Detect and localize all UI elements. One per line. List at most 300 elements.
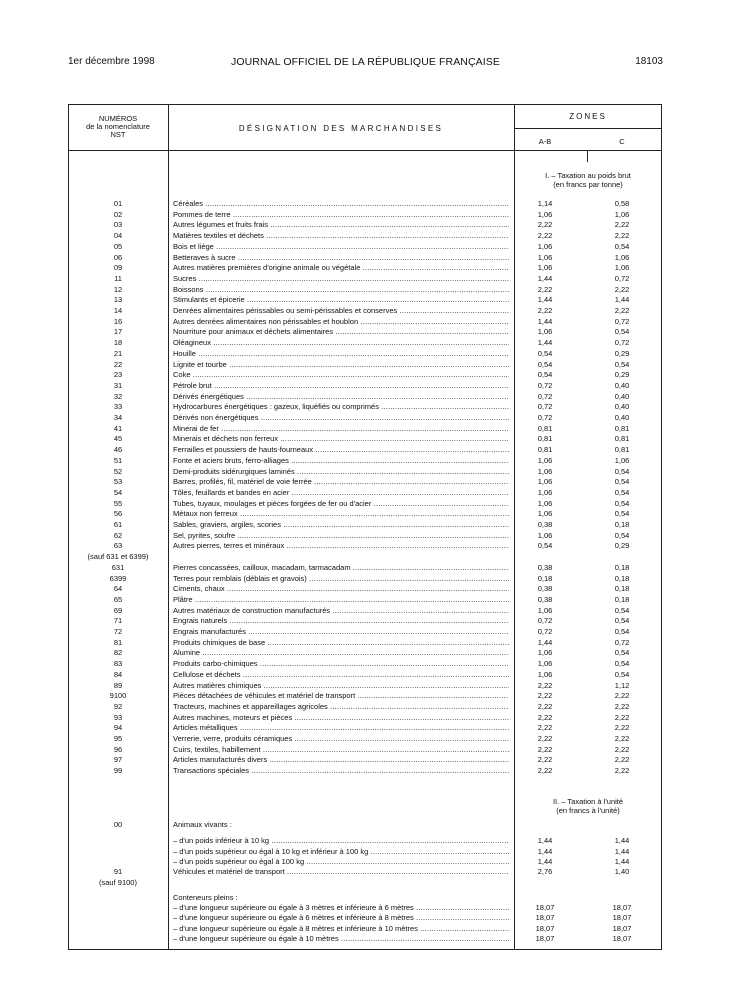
row-code: 14: [113, 306, 123, 315]
row-code: 82: [113, 648, 123, 658]
row-label: Véhicules et matériel de transport .....: [173, 866, 509, 877]
row-label: Minerais et déchets non ferreux .....: [173, 433, 509, 444]
zone-ab-header: A-B: [538, 137, 552, 146]
table-row: [0, 765, 731, 776]
row-label: Autres matériaux de construction manufacturés .....: [173, 605, 509, 616]
row-label: Engrais manufacturés .....: [173, 626, 509, 637]
row-label: Betteraves à sucre .....: [173, 252, 509, 263]
row-label: Cellulose et déchets .....: [173, 669, 509, 680]
row-label: Hydrocarbures énergétiques : gazeux, liquéfiés ou comprimés .....: [173, 401, 509, 412]
row-label: Dérivés non énergétiques .....: [173, 412, 509, 423]
row-value-c: 1,06: [614, 209, 630, 219]
row-code: 83: [113, 659, 123, 669]
row-code: 89: [113, 680, 123, 690]
row-value-ab: 1,06: [537, 455, 553, 465]
table-row: [0, 455, 731, 466]
row-code: 71: [113, 616, 123, 626]
row-label: Articles métalliques .....: [173, 722, 509, 733]
row-label: Tubes, tuyaux, moulages et pièces forgées de fer ou d'acier .....: [173, 498, 509, 509]
row-code: 63: [113, 541, 123, 551]
journal-title: JOURNAL OFFICIEL DE LA RÉPUBLIQUE FRANÇAISE: [231, 56, 500, 68]
page-number: 18103: [635, 56, 663, 67]
row-value-c: 18,07: [612, 923, 632, 933]
table-row: [0, 412, 731, 423]
row-value-ab: 1,44: [537, 273, 553, 283]
row-label: Engrais naturels .....: [173, 615, 509, 626]
row-value-ab: 2,76: [537, 867, 553, 877]
row-value-ab: 0,38: [537, 520, 553, 529]
row-code: 51: [113, 455, 123, 465]
row-value-c: 2,22: [614, 231, 630, 241]
table-row: [0, 551, 731, 562]
row-value-ab: 18,07: [535, 903, 555, 913]
row-value-ab: 1,06: [537, 241, 553, 251]
row-value-c: 2,22: [614, 691, 630, 701]
numeros-header: [68, 115, 168, 139]
row-label: Tôles, feuillards et bandes en acier .....: [173, 487, 509, 498]
row-value-c: 0,72: [614, 316, 630, 326]
row-label: Ciments, chaux .....: [173, 583, 509, 594]
table-row: [0, 722, 731, 733]
row-value-ab: 1,44: [537, 637, 553, 647]
row-value-c: 0,40: [614, 413, 630, 422]
row-value-ab: 0,72: [537, 616, 553, 626]
row-value-c: 0,81: [614, 445, 630, 455]
row-value-ab: 2,22: [537, 220, 553, 230]
table-row: [0, 273, 731, 284]
row-value-ab: 2,22: [537, 691, 553, 701]
row-label: – d'une longueur supérieure ou égale à 10 mètres .....: [173, 933, 509, 944]
table-row: [0, 487, 731, 498]
row-code: 34: [113, 413, 123, 422]
row-label: Produits chimiques de base .....: [173, 637, 509, 648]
row-value-c: 0,29: [614, 370, 630, 380]
row-label: Denrées alimentaires périssables ou semi-périssables et conserves .....: [173, 305, 509, 316]
row-value-ab: 2,22: [537, 723, 553, 733]
table-row: [0, 401, 731, 412]
row-label: Transactions spéciales .....: [173, 765, 509, 776]
row-code: 21: [113, 348, 123, 358]
row-value-c: 0,54: [614, 359, 630, 369]
zones-underline: [514, 128, 662, 129]
row-value-c: 0,72: [614, 273, 630, 283]
row-value-ab: 2,22: [537, 734, 553, 743]
row-value-ab: 1,06: [537, 209, 553, 219]
table-row: [0, 391, 731, 402]
row-code: 61: [113, 520, 123, 529]
row-value-c: 1,44: [614, 836, 630, 846]
table-row: [0, 594, 731, 605]
row-label: Pièces détachées de véhicules et matériel de transport .....: [173, 690, 509, 701]
table-row: [0, 519, 731, 530]
row-label: Fonte et aciers bruts, ferro-alliages .....: [173, 455, 509, 466]
row-code: 95: [113, 734, 123, 743]
row-label: – d'un poids inférieur à 10 kg .....: [173, 835, 509, 846]
row-value-ab: 0,72: [537, 402, 553, 412]
row-value-ab: 0,54: [537, 359, 553, 369]
row-value-ab: 0,18: [537, 573, 553, 583]
row-value-ab: 1,06: [537, 648, 553, 658]
table-row: [0, 380, 731, 391]
row-value-c: 0,54: [614, 648, 630, 658]
row-value-ab: 1,06: [537, 252, 553, 262]
row-label: Pétrole brut .....: [173, 380, 509, 391]
row-label: Métaux non ferreux .....: [173, 508, 509, 519]
row-label: Cuirs, textiles, habillement .....: [173, 744, 509, 755]
row-label: Lignite et tourbe .....: [173, 359, 509, 370]
table-row: [0, 530, 731, 541]
row-value-c: 1,44: [614, 856, 630, 866]
row-label: Verrerie, verre, produits céramiques .....: [173, 733, 509, 744]
row-label: Animaux vivants :: [173, 820, 232, 829]
row-code: 9100: [109, 691, 127, 701]
designation-header: DÉSIGNATION DES MARCHANDISES: [238, 124, 444, 133]
table-row: [0, 262, 731, 273]
row-value-c: 1,06: [614, 455, 630, 465]
row-value-ab: 1,44: [537, 856, 553, 866]
section2-title: II. – Taxation à l'unité: [552, 797, 624, 806]
row-value-c: 2,22: [614, 734, 630, 743]
table-row: [0, 209, 731, 220]
row-value-ab: 0,72: [537, 413, 553, 422]
table-row: [0, 466, 731, 477]
row-value-ab: 2,22: [537, 701, 553, 711]
row-label: Oléagineux .....: [173, 337, 509, 348]
row-label: Pierres concassées, cailloux, macadam, tarmacadam .....: [173, 562, 509, 573]
row-value-ab: 0,72: [537, 391, 553, 401]
row-code: 69: [113, 605, 123, 615]
row-label: Conteneurs pleins :: [173, 892, 238, 902]
table-row: [0, 230, 731, 241]
row-code: 17: [113, 327, 123, 337]
table-row: [0, 933, 731, 944]
row-label: Sucres .....: [173, 273, 509, 284]
table-row: [0, 369, 731, 380]
row-value-c: 0,54: [614, 498, 630, 508]
row-value-c: 0,54: [614, 487, 630, 497]
row-value-c: 1,06: [614, 252, 630, 262]
row-value-c: 0,72: [614, 637, 630, 647]
page-date: 1er décembre 1998: [68, 56, 155, 67]
row-value-ab: 1,44: [537, 295, 553, 305]
row-value-ab: 0,81: [537, 445, 553, 455]
row-value-ab: 2,22: [537, 755, 553, 765]
row-value-ab: 0,81: [537, 423, 553, 433]
table-row: [0, 658, 731, 669]
row-label: Bois et liège .....: [173, 241, 509, 252]
row-value-c: 1,44: [614, 846, 630, 856]
table-row: [0, 690, 731, 701]
row-value-c: 2,22: [614, 766, 630, 776]
row-label: – d'une longueur supérieure ou égale à 6 mètres et inférieure à 8 mètres .....: [173, 912, 509, 923]
row-value-c: 2,22: [614, 284, 630, 294]
table-row: [0, 326, 731, 337]
row-value-c: 1,40: [614, 867, 630, 877]
row-code: 53: [113, 477, 123, 487]
row-value-ab: 1,06: [537, 263, 553, 273]
row-value-ab: 2,22: [537, 766, 553, 776]
row-code: (sauf 9100): [99, 877, 137, 887]
row-value-ab: 0,72: [537, 627, 553, 636]
row-value-c: 0,18: [614, 573, 630, 583]
numeros-header-line2: de la nomenclature: [86, 122, 150, 131]
row-label: Coke .....: [173, 369, 509, 380]
row-value-c: 0,54: [614, 616, 630, 626]
table-row: [0, 744, 731, 755]
table-row: [0, 669, 731, 680]
row-value-ab: 1,06: [537, 605, 553, 615]
row-value-ab: 1,06: [537, 659, 553, 669]
table-row: [0, 359, 731, 370]
table-row: [0, 562, 731, 573]
row-value-ab: 2,22: [537, 231, 553, 241]
row-value-ab: 1,06: [537, 498, 553, 508]
table-row: [0, 701, 731, 712]
row-label: Ferrailles et poussiers de hauts-fourneaux .....: [173, 444, 509, 455]
row-value-c: 0,58: [614, 199, 630, 208]
table-row: [0, 605, 731, 616]
row-code: 03: [113, 220, 123, 230]
row-code: 62: [113, 530, 123, 540]
row-code: 64: [113, 584, 123, 594]
row-code: 05: [113, 241, 123, 251]
row-label: Plâtre .....: [173, 594, 509, 605]
table-row: [0, 508, 731, 519]
table-row: [0, 337, 731, 348]
row-value-ab: 0,54: [537, 348, 553, 358]
row-value-ab: 1,44: [537, 338, 553, 348]
row-code: (sauf 631 et 6399): [87, 552, 149, 562]
row-value-c: 0,81: [614, 434, 630, 444]
row-value-c: 0,18: [614, 584, 630, 594]
row-value-c: 0,18: [614, 562, 630, 572]
table-row: [0, 754, 731, 765]
row-value-c: 0,54: [614, 241, 630, 251]
row-value-c: 0,54: [614, 327, 630, 337]
row-value-c: 1,06: [614, 263, 630, 273]
row-value-c: 2,22: [614, 306, 630, 315]
table-row: [0, 877, 731, 888]
row-value-c: 0,54: [614, 659, 630, 669]
row-code: 02: [113, 209, 123, 219]
row-value-ab: 1,06: [537, 477, 553, 487]
numeros-header-line3: NST: [110, 130, 126, 139]
zones-header: ZONES: [569, 112, 607, 121]
row-label: Sel, pyrites, soufre .....: [173, 530, 509, 541]
row-value-ab: 2,22: [537, 744, 553, 754]
row-code: 16: [113, 316, 123, 326]
zone-c-header: C: [619, 137, 625, 146]
row-value-c: 0,54: [614, 477, 630, 487]
row-label: Minerai de fer .....: [173, 423, 509, 434]
row-value-c: 0,40: [614, 402, 630, 412]
table-row: [0, 637, 731, 648]
table-row: [0, 573, 731, 584]
row-value-c: 2,22: [614, 701, 630, 711]
row-code: 45: [113, 434, 123, 444]
row-code: 12: [113, 284, 123, 294]
row-code: 65: [113, 594, 123, 604]
row-code: 99: [113, 766, 123, 776]
row-value-c: 0,54: [614, 669, 630, 679]
row-label: – d'une longueur supérieure ou égale à 3 mètres et inférieure à 6 mètres .....: [173, 902, 509, 913]
row-code: 81: [113, 637, 123, 647]
row-code: 22: [113, 359, 123, 369]
table-row: [0, 316, 731, 327]
row-value-ab: 1,06: [537, 669, 553, 679]
row-value-c: 0,18: [614, 520, 630, 529]
row-value-ab: 2,22: [537, 284, 553, 294]
row-label: Céréales .....: [173, 198, 509, 209]
row-label: Autres pierres, terres et minéraux .....: [173, 540, 509, 551]
row-code: 01: [113, 199, 123, 208]
row-value-ab: 1,44: [537, 846, 553, 856]
row-value-c: 18,07: [612, 913, 632, 923]
zone-column-tick: [587, 150, 588, 162]
row-code: 52: [113, 466, 123, 476]
row-value-c: 2,22: [614, 723, 630, 733]
row-value-ab: 0,38: [537, 562, 553, 572]
row-label: Autres matières premières d'origine animale ou végétale .....: [173, 262, 509, 273]
row-value-c: 1,12: [614, 680, 630, 690]
row-code: 92: [113, 701, 123, 711]
row-value-ab: 1,06: [537, 530, 553, 540]
row-code: 97: [113, 755, 123, 765]
row-value-c: 0,54: [614, 509, 630, 519]
row-label: Boissons .....: [173, 284, 509, 295]
row-value-ab: 2,22: [537, 712, 553, 722]
table-row: [0, 198, 731, 209]
row-value-c: 0,40: [614, 391, 630, 401]
row-label: Nourriture pour animaux et déchets alimentaires .....: [173, 326, 509, 337]
table-row: [0, 540, 731, 551]
row-label: Autres légumes et fruits frais .....: [173, 219, 509, 230]
row-value-ab: 1,06: [537, 509, 553, 519]
row-value-c: 2,22: [614, 744, 630, 754]
row-code: 18: [113, 338, 123, 348]
table-row: [0, 819, 731, 830]
table-row: [0, 498, 731, 509]
row-value-ab: 2,22: [537, 680, 553, 690]
row-code: 72: [113, 627, 123, 636]
row-label: – d'un poids supérieur ou égal à 10 kg et inférieur à 100 kg .....: [173, 846, 509, 857]
row-code: 04: [113, 231, 123, 241]
table-row: [0, 294, 731, 305]
row-code: 6399: [109, 573, 127, 583]
row-label: Demi-produits sidérurgiques laminés .....: [173, 466, 509, 477]
row-label: Houille .....: [173, 348, 509, 359]
row-value-c: 0,29: [614, 541, 630, 551]
row-label: Terres pour remblais (déblais et gravois) .....: [173, 573, 509, 584]
numeros-header-line1: NUMÉROS: [98, 114, 138, 123]
row-label: Dérivés énergétiques .....: [173, 391, 509, 402]
row-value-c: 2,22: [614, 220, 630, 230]
row-code: 32: [113, 391, 123, 401]
row-value-ab: 0,81: [537, 434, 553, 444]
row-value-ab: 18,07: [535, 913, 555, 923]
row-value-c: 2,22: [614, 712, 630, 722]
row-value-c: 0,54: [614, 530, 630, 540]
row-label: Autres denrées alimentaires non périssables et houblon .....: [173, 316, 509, 327]
row-value-c: 2,22: [614, 755, 630, 765]
row-value-ab: 0,38: [537, 594, 553, 604]
row-value-ab: 1,06: [537, 327, 553, 337]
row-value-ab: 1,44: [537, 316, 553, 326]
table-row: [0, 219, 731, 230]
row-code: 31: [113, 380, 123, 390]
row-code: 93: [113, 712, 123, 722]
row-value-c: 0,54: [614, 605, 630, 615]
row-label: Produits carbo-chimiques .....: [173, 658, 509, 669]
row-value-c: 18,07: [612, 903, 632, 913]
row-label: Stimulants et épicerie .....: [173, 294, 509, 305]
row-value-c: 0,54: [614, 627, 630, 636]
row-value-c: 1,44: [614, 295, 630, 305]
row-code: 46: [113, 445, 123, 455]
row-code: 33: [113, 402, 123, 412]
row-value-c: 0,54: [614, 466, 630, 476]
row-code: 84: [113, 669, 123, 679]
row-value-ab: 1,06: [537, 466, 553, 476]
header-bottom-rule: [68, 150, 662, 151]
table-row: [0, 476, 731, 487]
table-row: [0, 284, 731, 295]
row-value-ab: 1,06: [537, 487, 553, 497]
row-code: 55: [113, 498, 123, 508]
row-value-ab: 1,44: [537, 836, 553, 846]
row-code: 56: [113, 509, 123, 519]
row-code: 11: [114, 273, 122, 283]
table-row: [0, 433, 731, 444]
row-value-ab: 1,14: [537, 199, 553, 208]
row-value-c: 0,18: [614, 594, 630, 604]
row-label: Articles manufacturés divers .....: [173, 754, 509, 765]
section2-subtitle: (en francs à l'unité): [556, 806, 620, 815]
section1-heading: [514, 171, 662, 189]
row-code: 94: [113, 723, 123, 733]
table-row: [0, 615, 731, 626]
row-value-ab: 18,07: [535, 923, 555, 933]
row-code: 54: [113, 487, 123, 497]
row-value-ab: 2,22: [537, 306, 553, 315]
row-label: Alumine .....: [173, 647, 509, 658]
row-label: Tracteurs, machines et appareillages agricoles .....: [173, 701, 509, 712]
table-row: [0, 583, 731, 594]
row-value-c: 18,07: [612, 934, 632, 943]
row-value-ab: 18,07: [535, 934, 555, 943]
table-row: [0, 444, 731, 455]
row-code: 41: [113, 423, 123, 433]
section2-heading: [514, 797, 662, 815]
row-value-ab: 0,38: [537, 584, 553, 594]
row-value-ab: 0,72: [537, 380, 553, 390]
table-row: [0, 241, 731, 252]
row-code: 13: [113, 295, 123, 305]
row-value-c: 0,72: [614, 338, 630, 348]
row-label: – d'une longueur supérieure ou égale à 8 mètres et inférieure à 10 mètres .....: [173, 923, 509, 934]
table-row: [0, 252, 731, 263]
row-code: 96: [113, 744, 123, 754]
row-label: – d'un poids supérieur ou égal à 100 kg .....: [173, 856, 509, 867]
row-value-c: 0,29: [614, 348, 630, 358]
row-label: Pommes de terre .....: [173, 209, 509, 220]
row-value-ab: 0,54: [537, 370, 553, 380]
row-code: 09: [113, 263, 123, 273]
row-code: 00: [113, 820, 123, 829]
table-row: [0, 680, 731, 691]
row-code: 06: [113, 252, 123, 262]
row-label: Autres machines, moteurs et pièces .....: [173, 712, 509, 723]
